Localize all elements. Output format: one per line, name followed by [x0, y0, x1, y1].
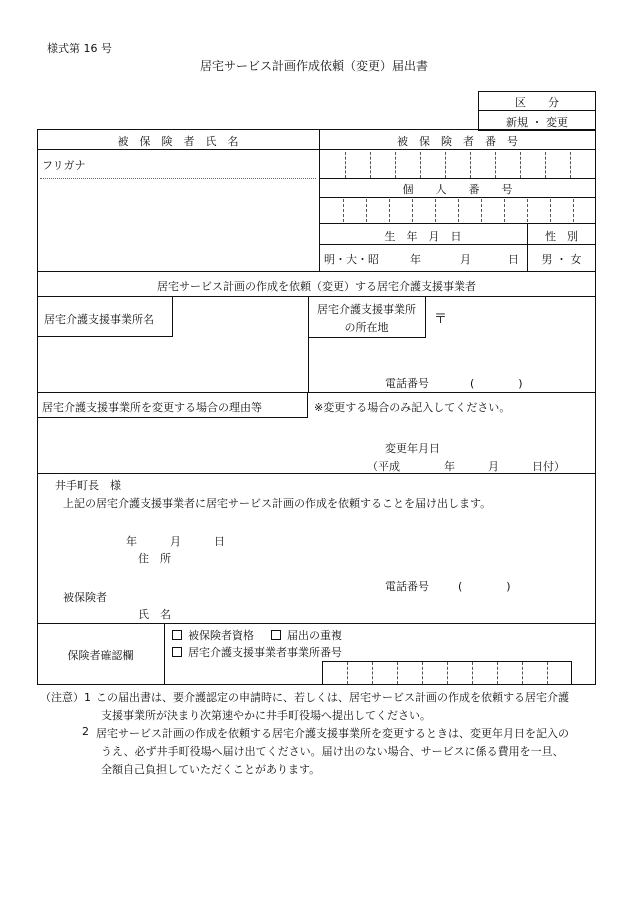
category-label: 区 分 [515, 96, 559, 109]
insurer-check-row2 [172, 644, 342, 660]
note2-num: 2 [82, 725, 89, 738]
sex-options[interactable]: 男 ・ 女 [541, 253, 582, 266]
change-reason-label: 居宅介護支援事業所を変更する場合の理由等 [42, 401, 262, 414]
note2-line1: 居宅サービス計画の作成を依頼する居宅介護支援事業所を変更するときは、変更年月日を記入の [96, 727, 569, 740]
change-date-field[interactable]: （平成 年 月 日付） [367, 460, 565, 473]
postal-mark: 〒 [434, 312, 448, 327]
provider-phone-label: 電話番号 [385, 377, 429, 390]
duplicate-label: 届出の重複 [287, 629, 342, 642]
insurer-check-label: 保険者確認欄 [67, 649, 134, 662]
checkbox-provider-number[interactable] [172, 647, 182, 657]
provider-phone-field[interactable]: ( ) [470, 377, 523, 390]
change-reason-field[interactable] [40, 420, 590, 440]
insured-number-header: 被 保 険 者 番 号 [397, 135, 518, 148]
declarant-phone-label: 電話番号 [385, 580, 429, 593]
declarant-phone-field[interactable]: ( ) [458, 580, 511, 593]
birthdate-header: 生 年 月 日 [384, 230, 462, 243]
insured-name-header: 被 保 険 者 氏 名 [117, 135, 239, 148]
provider-section-title: 居宅サービス計画の作成を依頼（変更）する居宅介護支援事業者 [157, 280, 476, 293]
insured-label: 被保険者 [63, 591, 107, 604]
category-value[interactable]: 新規 ・ 変更 [506, 116, 568, 129]
change-note: ※変更する場合のみ記入してください。 [314, 401, 511, 414]
furigana-label: フリガナ [42, 159, 86, 172]
provider-number-label: 居宅介護支援事業者事業所番号 [188, 646, 342, 659]
personal-number-header: 個 人 番 号 [402, 183, 513, 196]
day-unit: 日 [508, 253, 519, 266]
month-unit: 月 [460, 253, 471, 266]
insured-name-field[interactable] [42, 182, 314, 267]
form-number: 様式第 16 号 [47, 42, 112, 55]
year-unit: 年 [410, 253, 421, 266]
checkbox-qualification[interactable] [172, 630, 182, 640]
insured-number-field[interactable] [320, 150, 595, 178]
sex-header: 性 別 [545, 230, 578, 243]
form-title: 居宅サービス計画作成依頼（変更）届出書 [200, 59, 429, 73]
qualification-label: 被保険者資格 [188, 629, 254, 642]
provider-name-field[interactable] [40, 340, 305, 390]
provider-address-field[interactable] [450, 300, 592, 370]
note2-line2: うえ、必ず井手町役場へ届け出てください。届け出のない場合、サービスに係る費用を一旦、 [101, 745, 564, 758]
note-prefix: （注意）1 [40, 691, 91, 704]
addressee: 井手町長 様 [55, 479, 121, 492]
note1-line1: この届出書は、要介護認定の申請時に、若しくは、居宅サービス計画の作成を依頼する居宅介護 [96, 691, 569, 704]
note2-line3: 全額自己負担していただくことがあります。 [101, 763, 321, 776]
era-options[interactable]: 明・大・昭 [324, 253, 379, 266]
change-date-label: 変更年月日 [385, 442, 440, 455]
address-label: 住 所 [138, 552, 171, 565]
insurer-check-row1 [172, 627, 342, 643]
provider-name-label: 居宅介護支援事業所名 [44, 313, 154, 326]
declarant-name-label: 氏 名 [138, 608, 171, 621]
provider-address-label-1: 居宅介護支援事業所 [317, 303, 416, 316]
provider-address-label-2: の所在地 [344, 321, 389, 334]
declaration-date[interactable]: 年 月 日 [126, 535, 225, 548]
declaration-statement: 上記の居宅介護支援事業者に居宅サービス計画の作成を依頼することを届け出します。 [63, 497, 492, 510]
checkbox-duplicate[interactable] [271, 630, 281, 640]
note1-line2: 支援事業所が決まり次第速やかに井手町役場へ提出してください。 [101, 709, 431, 722]
